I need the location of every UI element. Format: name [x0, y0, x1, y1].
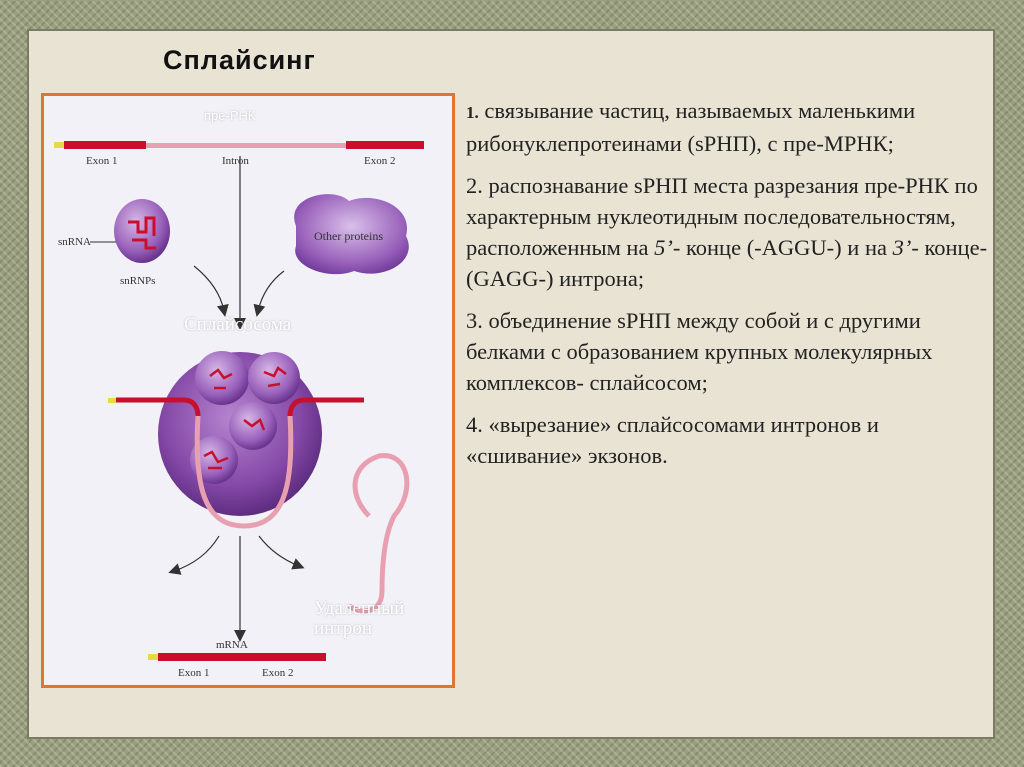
removed-intron-lariat [349, 456, 407, 611]
step-3: 3. объединение sРНП между собой и с другими белками с образованием крупных молекулярных комплексов- сплайсосом; [466, 308, 933, 395]
label-other-proteins: Other proteins [314, 229, 383, 243]
step-1-text-b: РНП [703, 131, 749, 156]
mrna-strand [148, 653, 326, 661]
step-1-text-a: связывание частиц, называемых маленькими рибонуклепротеинами (s [466, 98, 916, 156]
step-1-number: 1. [466, 103, 479, 122]
arrow-curved-left [194, 266, 224, 311]
overlay-spliceosome: Сплайсосома [184, 314, 292, 335]
splicing-diagram [44, 96, 452, 685]
label-mrna-exon2: Exon 2 [262, 667, 294, 679]
label-snrnps: snRNPs [120, 275, 156, 287]
slide-title: Сплайсинг [163, 45, 316, 75]
overlay-removed-intron-2: интрон [314, 618, 373, 639]
spliceosome [158, 351, 322, 516]
overlay-pre-rna: пре-РНК [204, 108, 256, 123]
label-exon1: Exon 1 [86, 155, 118, 167]
label-snrna: snRNA [58, 236, 92, 248]
arrow-curved-right [258, 271, 284, 311]
label-exon2: Exon 2 [364, 155, 396, 167]
step-2-five-prime: 5’ [654, 235, 673, 260]
steps-text [466, 95, 991, 482]
label-mrna: mRNA [216, 639, 248, 651]
step-2 [466, 170, 991, 294]
step-1-text-c: ), с пре-МРНК; [748, 131, 894, 156]
step-2-text-c: - конце- (GAGG-) интрона; [466, 235, 988, 291]
label-mrna-exon1: Exon 1 [178, 667, 210, 679]
overlay-removed-intron-1: Удаленный [314, 598, 405, 619]
pre-rna-strand [54, 141, 424, 149]
step-2-three-prime: 3’ [892, 235, 912, 260]
arrow-out-left [174, 536, 219, 571]
step-2-text-b: - конце (-AGGU-) и на [672, 235, 893, 260]
label-intron: Intron [222, 155, 249, 167]
step-4: 4. «вырезание» сплайсосомами интронов и «сшивание» экзонов. [466, 412, 879, 468]
step-2-text-a: 2. распознавание sРНП места разрезания пре-РНК по характерным нуклеотидным последовательностям, расположенным на [466, 173, 978, 260]
step-1 [466, 95, 991, 159]
arrow-out-right [259, 536, 299, 566]
snrnp-particle [114, 199, 170, 263]
splicing-figure [41, 93, 455, 688]
slide [27, 29, 995, 739]
